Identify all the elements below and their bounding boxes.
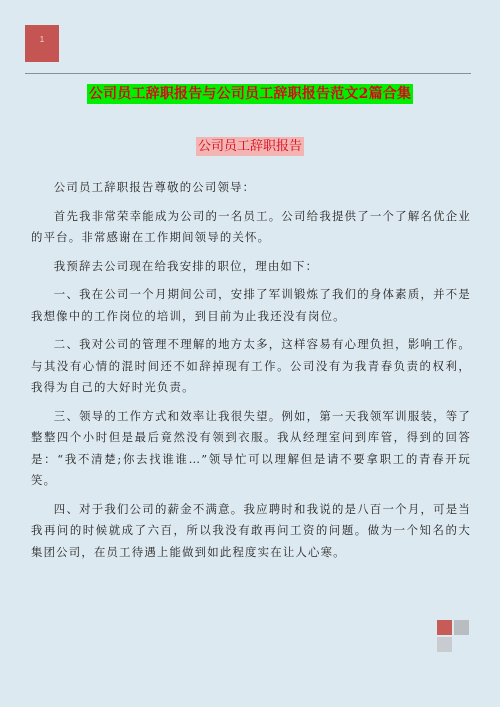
paragraph-reason-2: 二、我对公司的管理不理解的地方太多，这样容易有心理负担，影响工作。与其没有心情的混时间还不如辞掉现有工作。公司没有为我青春负责的权利，我得为自己的大好时光负责。 [31,337,471,394]
decorative-square-light-gray [437,637,452,652]
paragraph-intro: 首先我非常荣幸能成为公司的一名员工。公司给我提供了一个了解名优企业的平台。非常感谢在工作期间领导的关怀。 [31,208,471,244]
paragraph-reason-4: 四、对于我们公司的薪金不满意。我应聘时和我说的是八百一个月，可是当我再问的时候就成了六百，所以我没有敢再问工资的问题。做为一个知名的大集团公司，在员工待遇上能做到如此程度实在让人心寒。 [31,501,471,559]
sub-title-container [0,135,500,156]
document-body [31,177,471,570]
paragraph-salutation: 公司员工辞职报告尊敬的公司领导： [53,180,256,194]
page-number-badge [25,25,59,62]
sub-title: 公司员工辞职报告 [197,139,302,154]
main-title-container [0,83,500,104]
paragraph-reason-3: 三、领导的工作方式和效率让我很失望。例如，第一天我领军训服装，等了整整四个小时但是最后竟然没有领到衣服。我从经理室问到库管，得到的回答是：“我不清楚;你去找谁谁…”领导忙可以理解但是请不要拿职工的青春开玩笑。 [31,408,471,487]
paragraph-reason-1: 一、我在公司一个月期间公司，安排了军训锻炼了我们的身体素质，并不是我想像中的工作岗位的培训，到目前为止我还没有岗位。 [31,287,471,323]
main-title: 公司员工辞职报告与公司员工辞职报告范文2篇合集 [88,86,412,102]
page-number: 1 [39,35,45,44]
paragraph-reason-lead: 我预辞去公司现在给我安排的职位，理由如下： [53,258,319,273]
decorative-square-gray [454,620,469,635]
decorative-square-red [437,620,452,635]
header-divider [25,73,471,74]
